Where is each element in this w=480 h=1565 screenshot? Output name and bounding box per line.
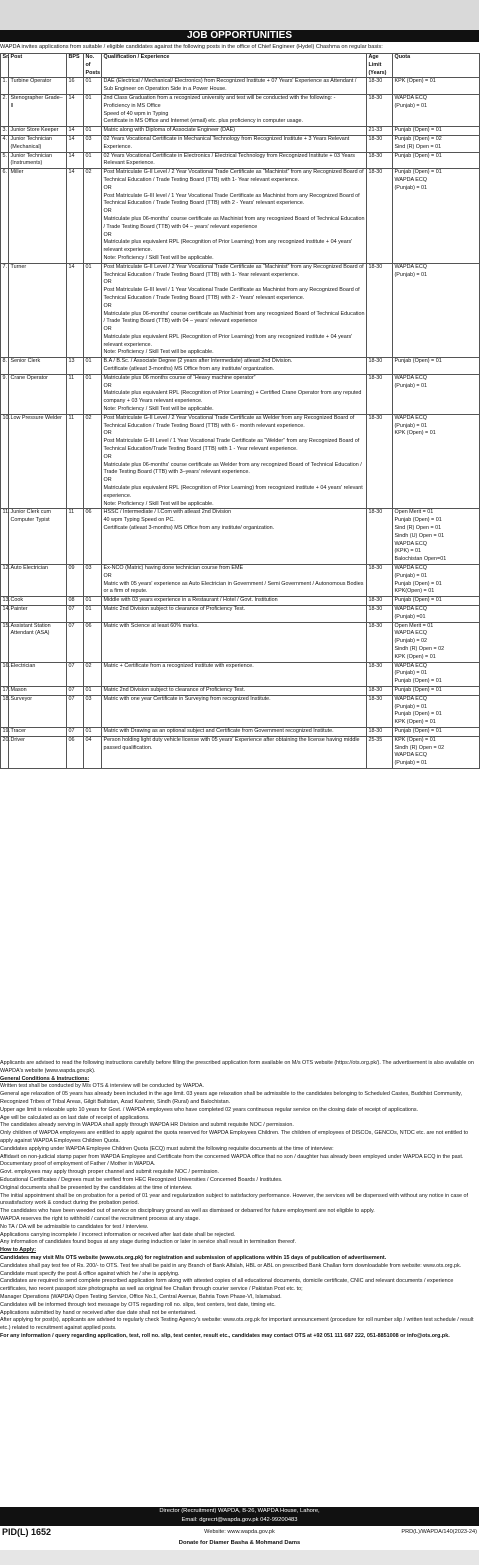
cell-post: Tracer (9, 727, 67, 736)
cell-age: 18-30 (367, 565, 393, 597)
table-row (1, 374, 480, 414)
cell-quota: WAPDA ECQ (Punjab) = 01 Punjab (Open) = 01 KPK(Open) = 01 (393, 565, 480, 597)
cell-qual: Middle with 03 years experience in a Restaurant / Hotel / Govt. Institution (102, 597, 367, 606)
note-item: The candidates already serving in WAPDA shall apply through WAPDA HR Division and submit requisite NOC / permission. (0, 1122, 294, 1129)
contact-address: Director (Recruitment) WAPDA, B-26, WAPDA House, Lahore, (159, 1508, 320, 1514)
cell-quota: Punjab (Open) = 01 (393, 727, 480, 736)
cell-no: 01 (84, 78, 102, 95)
cell-sr: 6. (1, 169, 9, 264)
note-item: No TA / DA will be admissible to candidates for test / interview. (0, 1223, 149, 1230)
footer-website: Website: www.wapda.gov.pk (204, 1529, 275, 1535)
cell-quota: KPK (Open) = 01 (393, 78, 480, 95)
cell-bps: 14 (67, 263, 84, 358)
cell-bps: 06 (67, 736, 84, 768)
table-row (1, 605, 480, 622)
col-header-sr: Sr. (1, 54, 9, 78)
contact-email: Email: dgrecrt@wapda.gov.pk 042-99200483 (181, 1517, 298, 1523)
cell-quota: Punjab (Open) = 01 (393, 127, 480, 136)
query-line: For any information / query regarding application, test, roll no. slip, test center, result etc., candidates may contact OTS at +92 051 111 687 222, 051-8851008 or info@ots.org.pk. (0, 1332, 450, 1339)
cell-age: 25-35 (367, 736, 393, 768)
cell-bps: 14 (67, 169, 84, 264)
cell-post: Electrician (9, 662, 67, 686)
cell-age: 18-30 (367, 135, 393, 152)
cell-no: 01 (84, 686, 102, 695)
cell-qual: Person holding light duty vehicle license with 05 years' Experience after obtaining the license having middle passed qualification. (102, 736, 367, 768)
cell-age: 21-33 (367, 127, 393, 136)
col-header-age: Age Limit (Years) (367, 54, 393, 78)
cell-qual: Post Matriculate G-II Level / 2 Year Vocational Trade Certificate as “Machinist” from any Recognized Board of Technical Education / Trade Testing Board (TTB) with 1- Year relevant experience. OR Post Matriculate G-III level / 1 Year Vocational Trade Certificate as Machinist from any Recognized Board of Technical Education / Trade Testing Board (TTB) with 2 - Years' relevant experience. OR Matriculate plus 06-months' course certificate as Machinist from any recognized Board of Technical Education / Trade Testing Board (TTB) with 04 – years' relevant experience OR Matriculate plus equivalent RPL (Recognition of Prior Learning) from any recognized institute + 04 years' relevant experience. Note: Proficiency / Skill Test will be applicable. (102, 263, 367, 358)
cell-age: 18-30 (367, 509, 393, 565)
cell-bps: 09 (67, 565, 84, 597)
cell-qual: Matric with Science at least 60% marks. (102, 622, 367, 662)
cell-no: 03 (84, 135, 102, 152)
table-row (1, 358, 480, 375)
cell-age: 18-30 (367, 414, 393, 509)
cell-quota: WAPDA ECQ (Punjab) = 01 Punjab (Open) = 01 (393, 662, 480, 686)
cell-sr: 14. (1, 605, 9, 622)
cell-sr: 16. (1, 662, 9, 686)
cell-sr: 15. (1, 622, 9, 662)
cell-bps: 07 (67, 727, 84, 736)
donate-line: Donate for Diamer Basha & Mohmand Dams (178, 1540, 301, 1546)
table-row (1, 135, 480, 152)
cell-qual: Matric + Certificate from a recognized institute with experience. (102, 662, 367, 686)
apply-line: Applicants are advised to read the following instructions carefully before filling the prescribed application form available on M/s OTS website (https://ots.org.pk/). The advertisement is also available on WAPDA's website (www.wapda.gov.pk). (0, 1060, 474, 1074)
col-header-qualification: Qualification / Experience (102, 54, 367, 78)
cell-quota: Punjab (Open) = 01 (393, 358, 480, 375)
cell-qual: Matric along with Diploma of Associate Engineer (DAE) (102, 127, 367, 136)
table-row (1, 509, 480, 565)
cell-bps: 08 (67, 597, 84, 606)
cell-no: 03 (84, 695, 102, 727)
cell-no: 01 (84, 263, 102, 358)
cell-no: 03 (84, 565, 102, 597)
cell-no: 01 (84, 727, 102, 736)
cell-bps: 14 (67, 152, 84, 169)
cell-sr: 20. (1, 736, 9, 768)
cell-qual: Matric with Drawing as an optional subject and Certificate from Government recognized Institute. (102, 727, 367, 736)
cell-post: Auto Electrician (9, 565, 67, 597)
cell-age: 18-30 (367, 597, 393, 606)
cell-sr: 11. (1, 509, 9, 565)
cell-sr: 3. (1, 127, 9, 136)
note-item: After applying for post(s), applicants are advised to regularly check Testing Agency's website: www.ots.org.pk for important announcement (procedure for roll number slip / written test schedule / result etc.) related to recruitment against applied posts. (0, 1317, 474, 1332)
cell-sr: 7. (1, 263, 9, 358)
note-item: Govt. employees may apply through proper channel and submit requisite NOC / permission. (0, 1169, 220, 1176)
note-item: General age relaxation of 05 years has already been included in the age limit. 03 years age relaxation shall be admissible to the candidates belonging to Scheduled Castes, Buddhist Community, Recognized Tribes of Tribal Areas, Gilgit Baltistan, Azad Kashmir, Sindh (Rural) and Balochistan. (0, 1091, 462, 1105)
cell-post: Miller (9, 169, 67, 264)
cell-quota: Punjab (Open) = 02 Sind (R) Open = 01 (393, 135, 480, 152)
cell-age: 18-30 (367, 605, 393, 622)
cell-quota: WAPDA ECQ (Punjab) = 01 Punjab (Open) = 01 KPK (Open) = 01 (393, 695, 480, 727)
cell-post: Senior Clerk (9, 358, 67, 375)
cell-post: Junior Store Keeper (9, 127, 67, 136)
cell-post: Mason (9, 686, 67, 695)
table-row (1, 78, 480, 95)
table-row (1, 263, 480, 358)
cell-qual: Post Matriculate G-II Level / 2 Year Vocational Trade Certificate as Welder from any Recognized Board of Technical Education / Trade Testing Board (TTB) with 6 - month relevant experience. OR Post Matriculate G-III Level / 1 Year Vocational Trade Certificate as “Welder” from any Recognized Board of Technical Education/Trade Testing Board (TTB) with 1 - Year relevant experience. OR Matriculate plus 06-months' course certificate as Welder from any recognized Board of Technical Education / Trade Testing Board (TTB) with 3–years' relevant experience. OR Matriculate plus equivalent RPL (Recognition of Prior Learning) from recognized institute + 04 years' relevant experience. Note: Proficiency / Skill Test will be applicable. (102, 414, 367, 509)
cell-no: 06 (84, 622, 102, 662)
note-item: Candidates applying under WAPDA Employee Children Quota (ECQ) must submit the following requisite documents at the time of interview: (0, 1145, 334, 1152)
how-heading: How to Apply: (0, 1247, 37, 1254)
cell-bps: 07 (67, 662, 84, 686)
cell-quota: WAPDA ECQ (Punjab) = 01 (393, 374, 480, 414)
cell-age: 18-30 (367, 169, 393, 264)
cell-age: 18-30 (367, 662, 393, 686)
cell-quota: WAPDA ECQ (Punjab) = 01 (393, 263, 480, 358)
note-item: Any information of candidates found bogus at any stage during induction or later in service shall result in termination thereof. (0, 1239, 297, 1246)
note-item: Affidavit on non-judicial stamp paper from WAPDA Employee and Certificate from the concerned WAPDA office that no son / daughter has already been employed under WAPDA ECQ in the past. (0, 1153, 464, 1160)
cell-quota: Open Merit = 01 Punjab (Open) = 01 Sind (R) Open = 01 Sindh (U) Open = 01 WAPDA ECQ (KPK) = 01 Balochistan Open=01 (393, 509, 480, 565)
cell-no: 01 (84, 358, 102, 375)
table-row (1, 662, 480, 686)
note-item: Age will be calculated as on last date of receipt of applications. (0, 1114, 150, 1121)
cell-post: Stenographer Grade– II (9, 94, 67, 126)
cell-post: Turbine Operator (9, 78, 67, 95)
table-row (1, 414, 480, 509)
cell-no: 02 (84, 414, 102, 509)
cell-no: 02 (84, 169, 102, 264)
note-item: WAPDA reserves the right to withhold / cancel the recruitment process at any stage. (0, 1215, 200, 1222)
cell-qual: Matric with one year Certificate in Surveying from recognized Institute. (102, 695, 367, 727)
cell-bps: 14 (67, 94, 84, 126)
contact-bar (0, 1507, 479, 1526)
cell-sr: 9. (1, 374, 9, 414)
cell-bps: 14 (67, 135, 84, 152)
cell-bps: 07 (67, 622, 84, 662)
cell-post: Painter (9, 605, 67, 622)
cell-quota: Punjab (Open) = 01 (393, 686, 480, 695)
cell-post: Junior Clerk cum Computer Typist (9, 509, 67, 565)
how-bold-line: Candidates may visit M/s OTS website (www.ots.org.pk) for registration and submission of applications within 15 days of publication of advertisement. (0, 1254, 387, 1261)
table-row (1, 597, 480, 606)
cell-sr: 19. (1, 727, 9, 736)
cell-bps: 13 (67, 358, 84, 375)
cell-bps: 11 (67, 509, 84, 565)
table-header-row (1, 54, 480, 78)
cell-age: 18-30 (367, 695, 393, 727)
note-item: Manager Operations (WAPDA) Open Testing Service, Office No.1, Central Avenue, Bahria Town Phase-VI, Islamabad. (0, 1293, 282, 1300)
cell-age: 18-30 (367, 152, 393, 169)
cell-sr: 5. (1, 152, 9, 169)
jobs-table (0, 53, 480, 769)
col-header-bps: BPS (67, 54, 84, 78)
table-row (1, 127, 480, 136)
cell-no: 04 (84, 736, 102, 768)
cell-sr: 13. (1, 597, 9, 606)
note-item: Documentary proof of employment of Father / Mother in WAPDA. (0, 1161, 156, 1168)
cell-no: 06 (84, 509, 102, 565)
header-strip (0, 0, 479, 30)
cell-age: 18-30 (367, 727, 393, 736)
cell-quota: WAPDA ECQ (Punjab) = 01 KPK (Open) = 01 (393, 414, 480, 509)
cell-post: Surveyor (9, 695, 67, 727)
note-item: Upper age limit is relaxable upto 10 years for Govt. / WAPDA employees who have completed 02 years continuous regular service on the closing date of receipt of applications. (0, 1106, 419, 1113)
cell-bps: 14 (67, 127, 84, 136)
general-heading: General Conditions & Instructions: (0, 1075, 90, 1082)
cell-sr: 10. (1, 414, 9, 509)
bottom-strip (0, 1550, 479, 1565)
cell-quota: Punjab (Open) = 01 (393, 152, 480, 169)
cell-qual: 02 Years Vocational Certificate in Electronics / Electrical Technology from Recognized Institute + 03 Years Relevant Experience. (102, 152, 367, 169)
cell-bps: 11 (67, 414, 84, 509)
cell-age: 18-30 (367, 94, 393, 126)
cell-no: 01 (84, 605, 102, 622)
note-item: Educational Certificates / Degrees must be verified from HEC Recognized Universities / Concerned Boards / Institutes. (0, 1176, 283, 1183)
cell-post: Turner (9, 263, 67, 358)
col-header-post: Post (9, 54, 67, 78)
cell-age: 18-30 (367, 263, 393, 358)
note-item: Candidates will be informed through text message by OTS regarding roll no. slips, test centers, test date, timing etc. (0, 1301, 276, 1308)
cell-age: 18-30 (367, 374, 393, 414)
cell-post: Junior Technician (Mechanical) (9, 135, 67, 152)
cell-sr: 2. (1, 94, 9, 126)
cell-qual: B.A / B.Sc. / Associate Degree (2 years after Intermediate) atleast 2nd Division. Certificate (atleast 3-months) MS Office from any institute/ organization. (102, 358, 367, 375)
cell-post: Crane Operator (9, 374, 67, 414)
note-item: Original documents shall be presented by the candidates at the time of interview. (0, 1184, 193, 1191)
cell-post: Junior Technician (Instruments) (9, 152, 67, 169)
general-conditions-list (0, 1083, 479, 1247)
cell-sr: 17. (1, 686, 9, 695)
cell-age: 18-30 (367, 358, 393, 375)
cell-qual: Matric 2nd Division subject to clearance of Proficiency Test. (102, 605, 367, 622)
cell-quota: WAPDA ECQ (Punjab) = 01 (393, 94, 480, 126)
cell-no: 01 (84, 152, 102, 169)
table-row (1, 152, 480, 169)
cell-sr: 4. (1, 135, 9, 152)
cell-qual: Matric 2nd Division subject to clearance of Proficiency Test. (102, 686, 367, 695)
note-item: Candidates shall pay test fee of Rs. 200/- to OTS. Test fee shall be paid in any Branch of Bank Alfalah, HBL or ABL on prescribed Bank Challan form downloadable from website: www.ots.org.pk. (0, 1262, 462, 1269)
table-row (1, 727, 480, 736)
cell-no: 02 (84, 662, 102, 686)
cell-sr: 1. (1, 78, 9, 95)
cell-quota: KPK (Open) = 01 Sindh (R) Open = 02 WAPDA ECQ (Punjab) = 01 (393, 736, 480, 768)
cell-age: 18-30 (367, 622, 393, 662)
cell-bps: 07 (67, 686, 84, 695)
note-item: Candidate must specify the post & office against which he / she is applying. (0, 1270, 180, 1277)
cell-bps: 07 (67, 605, 84, 622)
cell-sr: 12. (1, 565, 9, 597)
table-row (1, 94, 480, 126)
cell-bps: 07 (67, 695, 84, 727)
cell-post: Driver (9, 736, 67, 768)
how-to-apply-list (0, 1263, 479, 1333)
cell-sr: 8. (1, 358, 9, 375)
cell-post: Cook (9, 597, 67, 606)
notes-section (0, 1060, 479, 1341)
note-item: Applications carrying incomplete / incorrect information or received after last date shall be rejected. (0, 1231, 236, 1238)
note-item: The initial appointment shall be on probation for a period of 01 year and regularization subject to satisfactory performance. However, the services will be dispensed with without any notice in case of unsatisfactory work & conduct during the probation period. (0, 1192, 469, 1207)
cell-quota: WAPDA ECQ (Punjab) =01 (393, 605, 480, 622)
cell-age: 18-30 (367, 78, 393, 95)
page-title: JOB OPPORTUNITIES (0, 30, 479, 42)
note-item: Candidates are required to send complete prescribed application form along with attested copies of all educational documents, domicile certificate, CNIC and relevant documents / experience certificates, two recent passport size photographs as well as original fee Challan through courier service / Pakistan Post etc. to; (0, 1278, 454, 1293)
cell-quota: Punjab (Open) = 01 (393, 597, 480, 606)
cell-post: Assistant Station Attendant (ASA) (9, 622, 67, 662)
note-item: Applications submitted by hand or received after due date shall not be entertained. (0, 1309, 197, 1316)
cell-qual: Post Matriculate G-II Level / 2 Year Vocational Trade Certificate as “Machinist” from any Recognized Board of Technical Education / Trade Testing Board (TTB) with 1- Year relevant experience. OR Post Matriculate G-III level / 1 Year Vocational Trade Certificate as Machinist from any Recognized Board of Technical Education / Trade Testing Board (TTB) with 2 - Years' relevant experience. OR Matriculate plus 06-months' course certificate as Machinist from any recognized Board of Technical Education / Trade Testing Board (TTB) with 04 – years' relevant experience OR Matriculate plus equivalent RPL (Recognition of Prior Learning) from any recognized institute + 04 years' relevant experience. Note: Proficiency / Skill Test will be applicable. (102, 169, 367, 264)
cell-qual: HSSC / Intermediate / I.Com with atleast 2nd Division 40 wpm Typing Speed on PC. Certificate (atleast 3-months) MS Office from any institute/ organization. (102, 509, 367, 565)
cell-qual: 02 Years Vocational Certificate in Mechanical Technology from Recognized Institute + 3 Years Relevant Experience. (102, 135, 367, 152)
note-item: The candidates who have been weeded out of service on disciplinary ground as well as dismissed or debarred for future employment are not eligible to apply. (0, 1208, 375, 1215)
footer-pid: PID(L) 1652 (2, 1527, 52, 1537)
table-row (1, 686, 480, 695)
table-row (1, 622, 480, 662)
cell-bps: 11 (67, 374, 84, 414)
note-item: Only children of WAPDA employees are entitled to apply against the quota reserved for WAPDA Employees Children. The children of employees of DISCOs, GENCOs, NTDC etc. are not entitled to apply against WAPDA Employees Children Quota. (0, 1130, 469, 1144)
cell-post: Low Pressure Welder (9, 414, 67, 509)
cell-quota: Open Merit = 01 WAPDA ECQ (Punjab) = 02 Sindh (R) Open = 02 KPK (Open) = 01 (393, 622, 480, 662)
cell-no: 01 (84, 374, 102, 414)
cell-quota: Punjab (Open) = 01 WAPDA ECQ (Punjab) = 01 (393, 169, 480, 264)
cell-no: 01 (84, 127, 102, 136)
table-row (1, 695, 480, 727)
cell-qual: Ex-NCO (Matric) having done technician course from EME OR Matric with 05 years' experience as Auto Electrician in Government / Semi Government / Autonomous Bodies or a firm of repute. (102, 565, 367, 597)
cell-no: 01 (84, 94, 102, 126)
footer (0, 1526, 479, 1538)
table-row (1, 736, 480, 768)
col-header-no: No. of Posts (84, 54, 102, 78)
footer-ref: PRD(L)/WAPDA/140(2023-24) (401, 1529, 477, 1535)
table-body (1, 78, 480, 769)
table-row (1, 565, 480, 597)
cell-age: 18-30 (367, 686, 393, 695)
cell-sr: 18. (1, 695, 9, 727)
cell-qual: DAE (Electrical / Mechanical/ Electronics) from Recognized Institute + 07 Years' Experience as Attendant / Sub Engineer on Operation Side in a Power House. (102, 78, 367, 95)
col-header-quota: Quota (393, 54, 480, 78)
table-row (1, 169, 480, 264)
note-item: Written test shall be conducted by M/s OTS & interview will be conducted by WAPDA. (0, 1083, 205, 1090)
cell-bps: 16 (67, 78, 84, 95)
intro-text: WAPDA invites applications from suitable / eligible candidates against the following posts in the office of Chief Engineer (Hydel) Chashma on regular basis: (0, 44, 383, 50)
cell-qual: Matriculate plus 06 months course of “Heavy machine operator” OR Matriculate plus equivalent RPL (Recognition of Prior Learning) + Certified Crane Operator from any reputed company + 03 Years relevant experience. Note: Proficiency / Skill Test will be applicable. (102, 374, 367, 414)
cell-no: 01 (84, 597, 102, 606)
cell-qual: 2nd Class Graduation from a recognized university and test will be conducted with the following: - Proficiency in MS Office Speed of 40 wpm in Typing Certificate in MS Office and Internet (email) etc. plus proficiency in computer usage. (102, 94, 367, 126)
